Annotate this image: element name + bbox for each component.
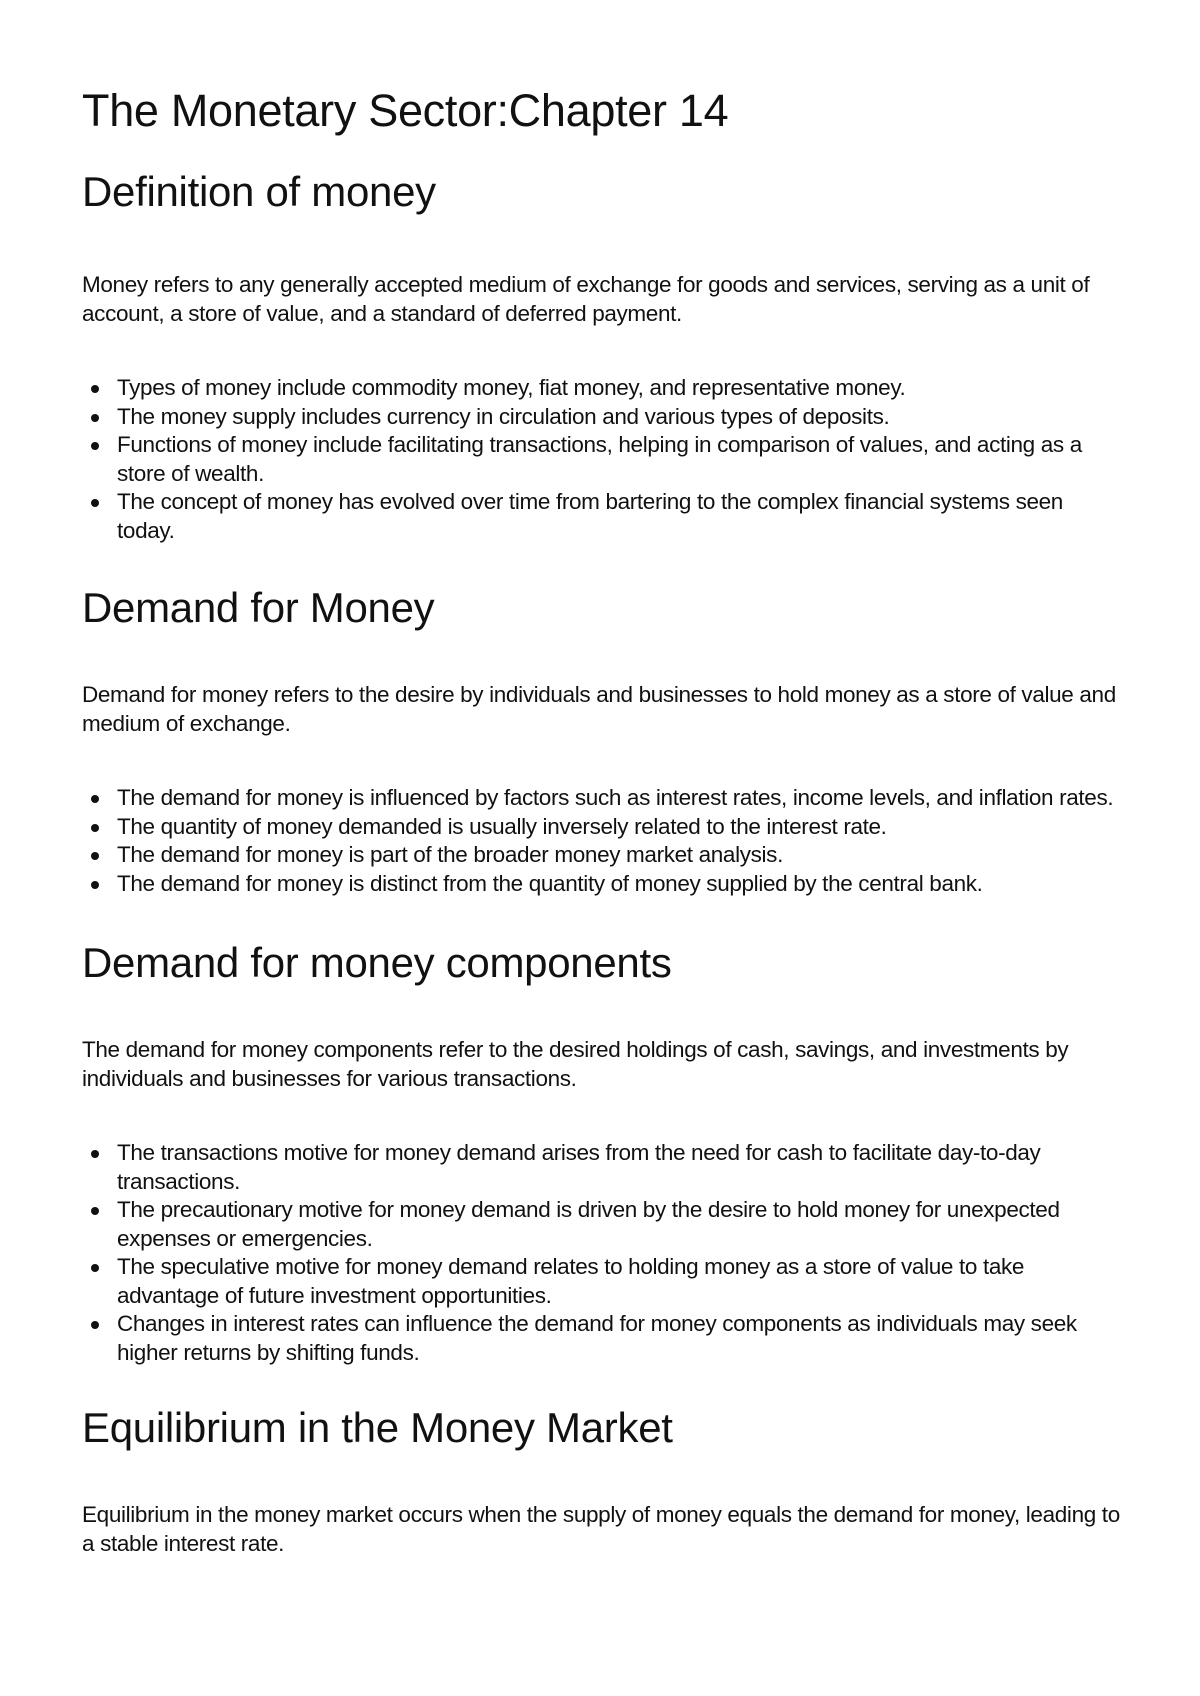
list-item-text: Functions of money include facilitating transactions, helping in comparison of values, and acting as a store of wealth. (117, 432, 1082, 486)
list-item-text: Types of money include commodity money, fiat money, and representative money. (117, 375, 906, 400)
list-item-text: The speculative motive for money demand relates to holding money as a store of value to take advantage of future investment opportunities. (117, 1254, 1025, 1308)
bullet-icon (91, 795, 99, 803)
section-description: Demand for money refers to the desire by individuals and businesses to hold money as a store of value and medium of exchange. (82, 682, 1116, 736)
list-item-text: The concept of money has evolved over time from bartering to the complex financial systems seen today. (117, 489, 1063, 543)
list-item (82, 1253, 1122, 1310)
list-item (82, 813, 1122, 842)
bullet-icon (91, 385, 99, 393)
section-definition-of-money (82, 162, 1122, 545)
bullet-list (82, 374, 1122, 545)
section-demand-for-money-components (82, 933, 1122, 1367)
list-item (82, 488, 1122, 545)
section-description: Equilibrium in the money market occurs when the supply of money equals the demand for money, leading to a stable interest rate. (82, 1502, 1120, 1556)
list-item-text: The quantity of money demanded is usually inversely related to the interest rate. (117, 813, 887, 839)
section-heading: Demand for Money (82, 584, 435, 631)
document-page (82, 78, 1122, 1558)
list-item-text: The demand for money is influenced by factors such as interest rates, income levels, and inflation rates. (117, 785, 1114, 810)
section-heading: Definition of money (82, 168, 436, 215)
section-description: The demand for money components refer to the desired holdings of cash, savings, and investments by individuals and businesses for various transactions. (82, 1037, 1069, 1091)
bullet-icon (91, 1207, 99, 1215)
section-equilibrium-in-the-money-market (82, 1398, 1122, 1558)
bullet-icon (91, 499, 99, 507)
list-item-text: Changes in interest rates can influence the demand for money components as individuals may seek higher returns by shifting funds. (117, 1311, 1077, 1365)
list-item (82, 403, 1122, 432)
list-item-text: The precautionary motive for money demand is driven by the desire to hold money for unexpected expenses or emergencies. (117, 1197, 1060, 1251)
list-item (82, 870, 1122, 899)
bullet-icon (91, 414, 99, 422)
section-demand-for-money (82, 578, 1122, 898)
document-title: The Monetary Sector:Chapter 14 (82, 85, 729, 136)
list-item-text: The money supply includes currency in circulation and various types of deposits. (117, 403, 890, 429)
list-item (82, 431, 1122, 488)
list-item (82, 1310, 1122, 1367)
bullet-icon (91, 442, 99, 450)
list-item-text: The demand for money is distinct from the quantity of money supplied by the central bank. (117, 870, 983, 896)
list-item (82, 374, 1122, 403)
bullet-list (82, 1139, 1122, 1367)
list-item (82, 1196, 1122, 1253)
bullet-icon (91, 881, 99, 889)
bullet-icon (91, 1150, 99, 1158)
bullet-icon (91, 1321, 99, 1329)
section-heading: Equilibrium in the Money Market (82, 1404, 673, 1451)
list-item (82, 1139, 1122, 1196)
list-item-text: The demand for money is part of the broader money market analysis. (117, 842, 783, 867)
list-item (82, 784, 1122, 813)
bullet-icon (91, 1264, 99, 1272)
bullet-icon (91, 824, 99, 832)
bullet-list (82, 784, 1122, 898)
bullet-icon (91, 852, 99, 860)
list-item (82, 841, 1122, 870)
section-description: Money refers to any generally accepted medium of exchange for goods and services, serving as a unit of account, a store of value, and a standard of deferred payment. (82, 272, 1090, 326)
list-item-text: The transactions motive for money demand arises from the need for cash to facilitate day-to-day transactions. (117, 1140, 1041, 1194)
section-heading: Demand for money components (82, 939, 672, 986)
